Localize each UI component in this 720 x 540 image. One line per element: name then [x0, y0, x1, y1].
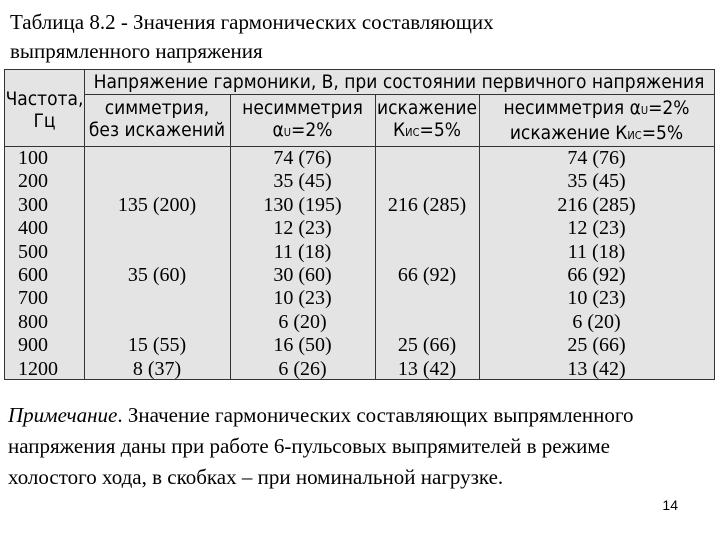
- table-cell: 66 (92): [397, 263, 457, 286]
- table-cell: 400: [18, 217, 48, 240]
- table-cell: 66 (92): [567, 263, 626, 286]
- column-symmetric: [84, 147, 230, 381]
- table-cell: 11 (18): [273, 240, 332, 263]
- title-line-1: Таблица 8.2 - Значения гармонических составляющих: [10, 10, 494, 34]
- table-cell: 12 (23): [567, 217, 626, 240]
- table-cell: 16 (50): [273, 334, 332, 357]
- table-divider: [84, 94, 714, 95]
- header-frequency: Частота, Гц: [5, 88, 84, 132]
- table-cell: 700: [18, 287, 48, 310]
- table-cell: 10 (23): [567, 287, 626, 310]
- table-cell: [84, 311, 230, 334]
- column-frequency: [18, 147, 58, 381]
- table-cell: 900: [18, 334, 48, 357]
- table-cell: 74 (76): [273, 147, 332, 169]
- table-cell: [84, 287, 230, 310]
- table-cell: [375, 217, 479, 240]
- table-cell: 25 (66): [397, 334, 457, 357]
- table-cell: [84, 170, 230, 193]
- table-cell: 8 (37): [132, 357, 182, 380]
- table-cell: 500: [18, 240, 48, 263]
- table-cell: 130 (195): [263, 193, 342, 216]
- table-cell: 10 (23): [273, 287, 332, 310]
- harmonics-table: [4, 69, 715, 380]
- note-text: . Значение гармонических составляющих выпрямленного напряжения даны при работе 6-пульсовых выпрямителей в режиме холостого хода, в скобках – при номинальной нагрузке.: [8, 403, 634, 489]
- table-cell: 216 (285): [557, 193, 636, 216]
- page-number: 14: [662, 497, 678, 513]
- table-cell: 600: [18, 263, 48, 286]
- table-cell: [375, 170, 479, 193]
- table-cell: 74 (76): [567, 147, 626, 169]
- table-cell: [84, 217, 230, 240]
- column-combined: [479, 147, 714, 381]
- header-asymmetric: несимметрия αU=2%: [242, 97, 363, 141]
- table-cell: [375, 147, 479, 170]
- table-cell: 30 (60): [273, 263, 332, 286]
- table-cell: [375, 311, 479, 334]
- table-cell: [375, 241, 479, 264]
- table-cell: 6 (20): [278, 310, 327, 333]
- table-cell: 15 (55): [127, 334, 187, 357]
- table-cell: 35 (45): [273, 170, 332, 193]
- table-cell: 6 (26): [278, 357, 327, 380]
- table-cell: 11 (18): [567, 240, 626, 263]
- table-cell: [84, 241, 230, 264]
- title-line-2: выпрямленного напряжения: [10, 39, 263, 63]
- header-distortion: искажение КИС=5%: [376, 97, 478, 141]
- table-cell: [84, 147, 230, 170]
- table-note: [8, 400, 668, 493]
- table-cell: 35 (60): [127, 263, 187, 286]
- header-combined: несимметрия αU=2% искажение КИС=5%: [503, 97, 690, 144]
- table-cell: 300: [18, 193, 48, 216]
- table-cell: 13 (42): [567, 357, 626, 380]
- column-asymmetric: [230, 147, 375, 381]
- note-label: Примечание: [8, 403, 118, 427]
- table-cell: 216 (285): [387, 193, 467, 216]
- table-cell: 13 (42): [397, 357, 457, 380]
- table-cell: 1200: [18, 357, 58, 380]
- table-cell: 100: [18, 147, 48, 169]
- document-title: [10, 8, 710, 66]
- table-cell: 800: [18, 310, 48, 333]
- table-cell: 135 (200): [117, 193, 197, 216]
- table-cell: 35 (45): [567, 170, 626, 193]
- header-voltage: Напряжение гармоники, В, при состоянии первичного напряжения: [93, 71, 705, 93]
- table-cell: 25 (66): [567, 334, 626, 357]
- table-cell: 6 (20): [572, 310, 621, 333]
- header-symmetric: симметрия, без искажений: [88, 97, 226, 141]
- table-cell: [375, 287, 479, 310]
- table-cell: 200: [18, 170, 48, 193]
- table-cell: 12 (23): [273, 217, 332, 240]
- column-distortion: [375, 147, 479, 381]
